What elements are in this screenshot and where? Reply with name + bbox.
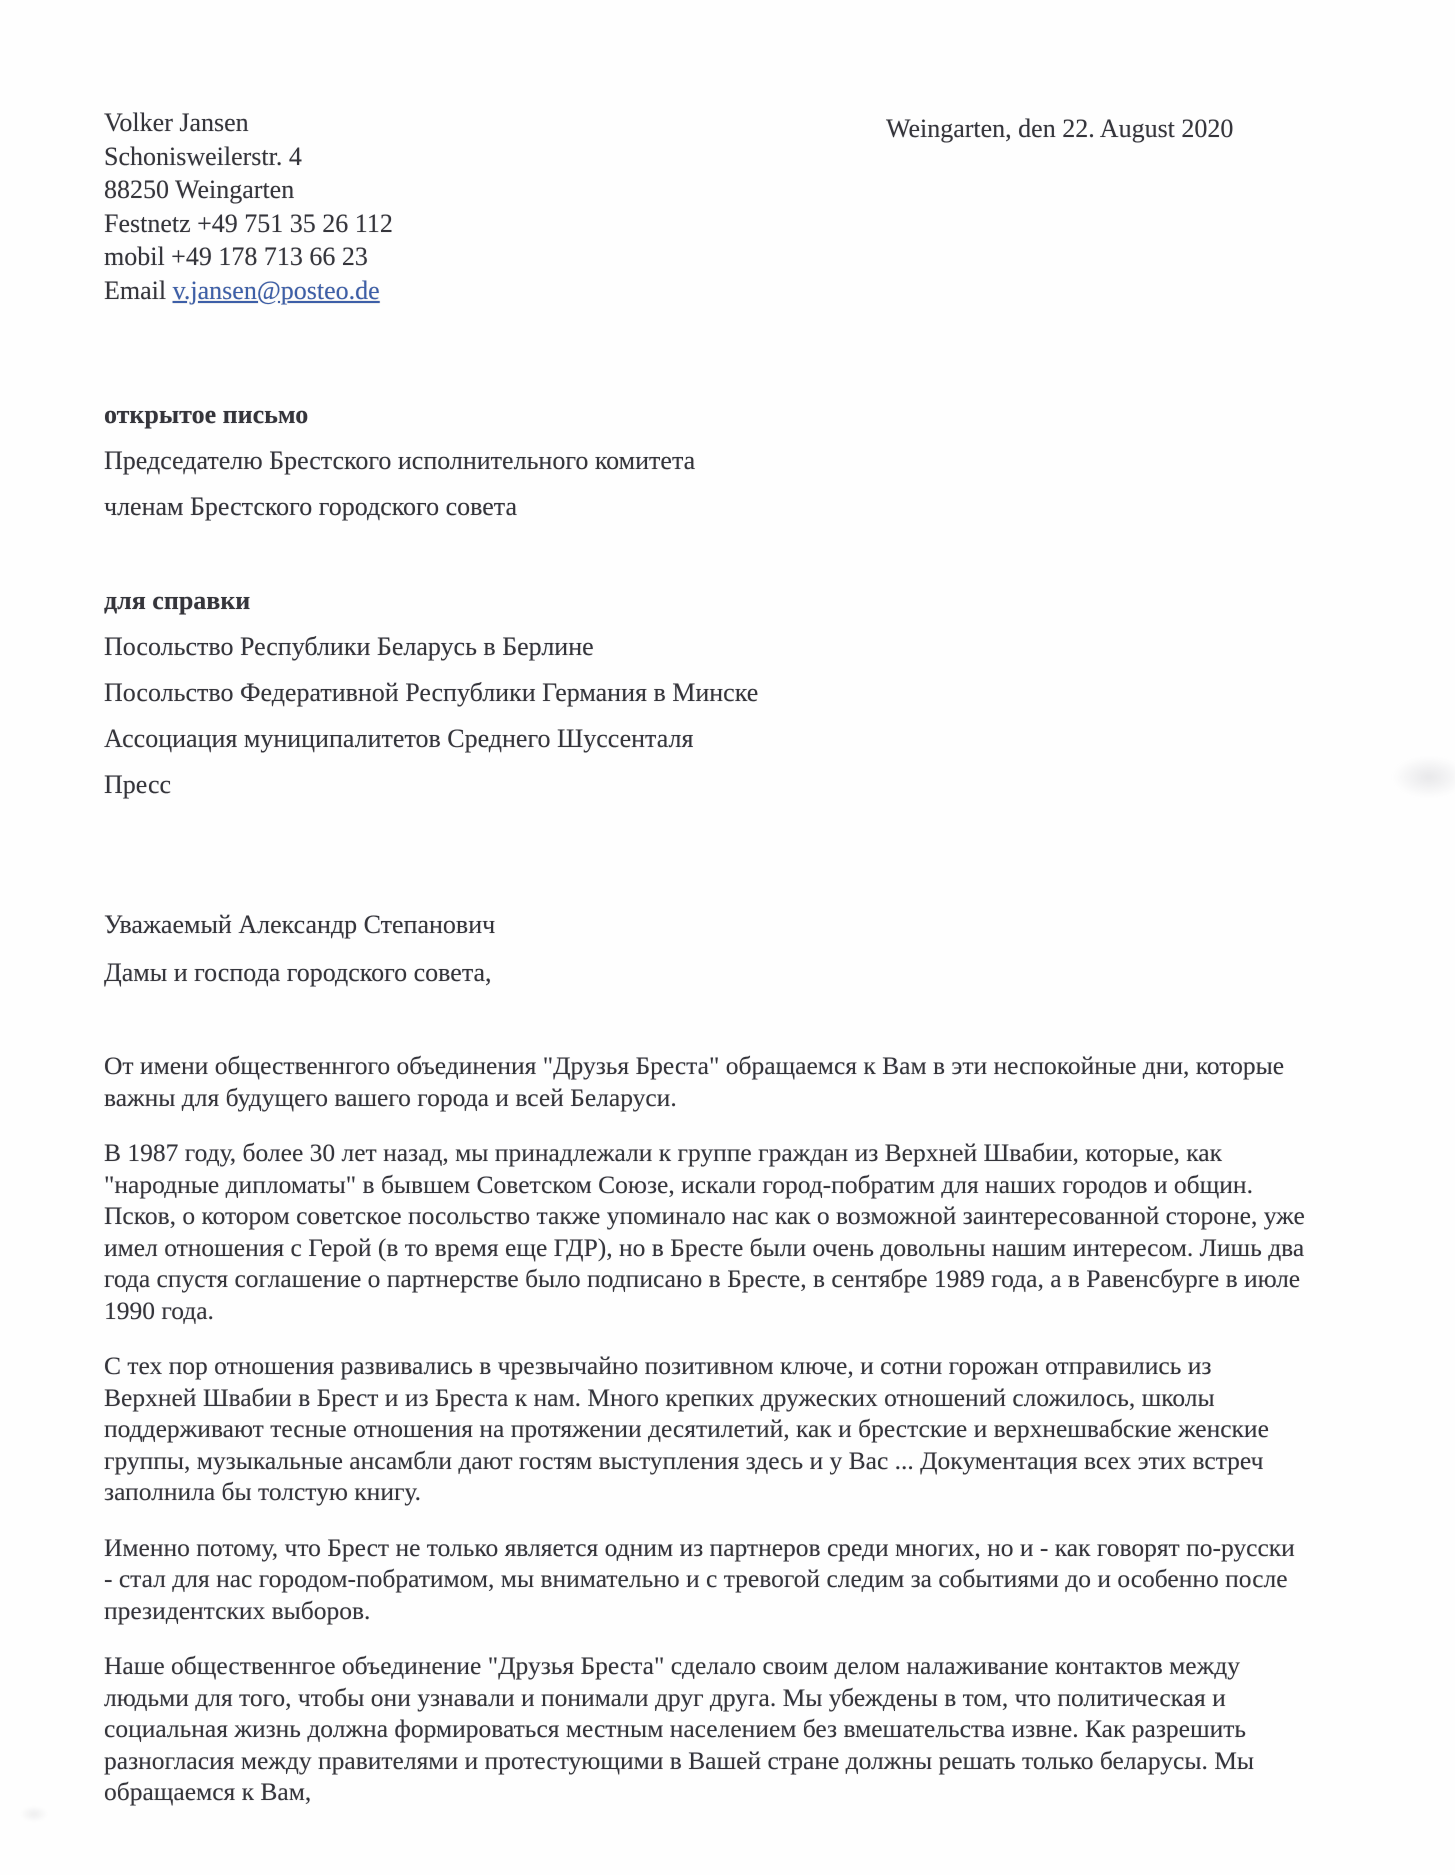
addressee-line: членам Брестского городского совета [104, 492, 517, 521]
reference-item: Пресс [104, 770, 172, 799]
sender-city: 88250 Weingarten [104, 175, 295, 204]
salutation-line: Уважаемый Александр Степанович [104, 910, 496, 939]
open-letter-heading: открытое письмо [104, 400, 309, 429]
salutation-line: Дамы и господа городского совета, [104, 958, 492, 987]
reference-block [104, 584, 758, 814]
paragraph: В 1987 году, более 30 лет назад, мы принадлежали к группе граждан из Верхней Швабии, которые, как "народные дипломаты" в бывшем Советском Союзе, искали город-побратим для наших городов и общин. Псков, о котором советское посольство также упоминало нас как о возможной заинтересованной стороне, уже имел отношения с Герой (в то время еще ГДР), но в Бресте были очень довольны нашим интересом. Лишь два года спустя соглашение о партнерстве было подписано в Бресте, в сентябре 1989 года, а в Равенсбурге в июле 1990 года. [104, 1138, 1305, 1325]
paragraph: С тех пор отношения развивались в чрезвычайно позитивном ключе, и сотни горожан отправились из Верхней Швабии в Брест и из Бреста к нам. Много крепких дружеских отношений сложилось, школы поддерживают тесные отношения на протяжении десятилетий, как и брестские и верхнешвабские женские группы, музыкальные ансамбли дают гостям выступления здесь и у Вас ... Документация всех этих встреч заполнила бы толстую книгу. [104, 1351, 1269, 1506]
reference-item: Посольство Федеративной Республики Германия в Минске [104, 678, 759, 707]
addressee-line: Председателю Брестского исполнительного комитета [104, 446, 696, 475]
paragraph: От имени общественнгого объединения "Друзья Бреста" обращаемся к Вам в эти неспокойные дни, которые важны для будущего вашего города и всей Беларуси. [104, 1051, 1285, 1112]
salutation-block [104, 908, 495, 1004]
sender-street: Schonisweilerstr. 4 [104, 141, 302, 171]
email-label: Email [104, 275, 167, 305]
paragraph: Наше общественнгое объединение "Друзья Бреста" сделало своим делом налаживание контактов между людьми для того, чтобы они узнавали и понимали друг друга. Мы убеждены в том, что политическая и социальная жизнь должна формироваться местным населением без вмешательства извне. Как разрешить разногласия между правителями и протестующими в Вашей стране должны решать только беларусы. Мы обращаемся к Вам, [104, 1651, 1255, 1806]
sender-name: Volker Jansen [104, 108, 249, 137]
open-letter-block [104, 398, 695, 536]
reference-heading: для справки [104, 586, 251, 615]
sender-block [104, 106, 393, 307]
sender-email-line [104, 274, 393, 308]
email-link[interactable]: v.jansen@posteo.de [172, 275, 380, 305]
reference-item: Посольство Республики Беларусь в Берлине [104, 632, 594, 661]
letter-body [104, 1050, 1309, 1832]
reference-item: Ассоциация муниципалитетов Среднего Шуссенталя [104, 724, 694, 753]
dateline: Weingarten, den 22. August 2020 [886, 114, 1234, 143]
paragraph: Именно потому, что Брест не только является одним из партнеров среди многих, но и - как говорят по-русски - стал для нас городом-побратимом, мы внимательно и с тревогой следим за событиями до и особенно после президентских выборов. [104, 1532, 1295, 1625]
sender-mobile: mobil +49 178 713 66 23 [104, 242, 368, 271]
sender-landline: Festnetz +49 751 35 26 112 [104, 208, 393, 238]
